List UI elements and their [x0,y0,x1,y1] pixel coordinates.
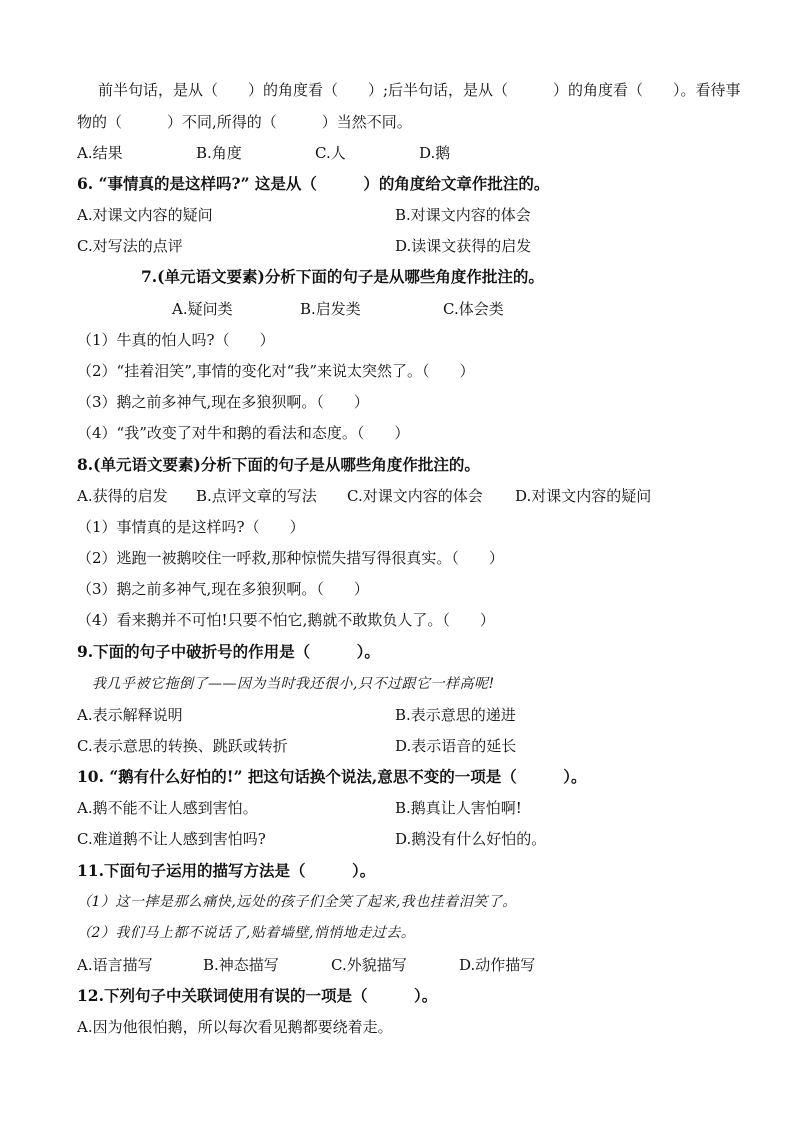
option-a: A.语言描写 [77,956,153,974]
passage-text: 前半句话，是从（ ）的角度看（ ）;后半句话，是从（ ）的角度看（ ）。看待事 [98,81,741,99]
option-d: D.鹅 [419,144,451,162]
option-a: A.因为他很怕鹅，所以每次看见鹅都要绕着走。 [77,1018,393,1036]
question-stem: 6. “事情真的是这样吗?” 这是从（ ）的角度给文章作批注的。 [77,174,550,193]
option-a: A.鹅不能不让人感到害怕。 [77,799,258,817]
sub-item-text: （1）事情真的是这样吗?（ ） [77,518,305,536]
sub-item-text: （1）牛真的怕人吗?（ ） [77,331,275,349]
sub-item-text: （2）“挂着泪笑”,事情的变化对“我”来说太突然了。（ ） [77,362,475,380]
option-d: D.鹅没有什么好怕的。 [395,830,547,848]
passage-text: 物的（ ）不同,所得的（ ）当然不同。 [77,113,412,131]
option-d: D.读课文获得的启发 [395,237,532,255]
option-c: C.体会类 [443,300,504,318]
option-d: D.对课文内容的疑问 [515,487,652,505]
option-c: C.对写法的点评 [77,237,183,255]
question-stem: 12.下列句子中关联词使用有误的一项是（ ）。 [77,986,438,1005]
sub-item-text: （1）这一摔是那么痛快,远处的孩子们全笑了起来,我也挂着泪笑了。 [77,894,517,910]
sub-item-text: （2）逃跑一被鹅咬住一呼救,那种惊慌失措写得很真实。（ ） [77,549,504,567]
option-c: C.人 [315,144,346,162]
question-stem: 7.(单元语文要素)分析下面的句子是从哪些角度作批注的。 [141,267,544,286]
option-b: B.启发类 [300,300,361,318]
option-c: C.外貌描写 [331,956,407,974]
option-b: B.鹅真让人害怕啊! [395,799,522,817]
sub-item-text: （4）看来鹅并不可怕!只要不怕它,鹅就不敢欺负人了。（ ） [77,611,495,629]
option-a: A.疑问类 [172,300,233,318]
option-b: B.神态描写 [203,956,279,974]
option-b: B.角度 [196,144,242,162]
option-a: A.对课文内容的疑问 [77,206,213,224]
sentence-text: 我几乎被它拖倒了——因为当时我还很小,只不过跟它一样高呢! [92,676,495,692]
sub-item-text: （3）鹅之前多神气,现在多狼狈啊。（ ） [77,393,369,411]
question-stem: 11.下面句子运用的描写方法是（ ）。 [77,861,376,880]
question-stem: 8.(单元语文要素)分析下面的句子是从哪些角度作批注的。 [77,455,480,474]
question-stem: 10. “鹅有什么好怕的!” 把这句话换个说法,意思不变的一项是（ ）。 [77,767,587,786]
option-c: C.对课文内容的体会 [347,487,483,505]
option-c: C.表示意思的转换、跳跃或转折 [77,737,288,755]
question-stem: 9.下面的句子中破折号的作用是（ ）。 [77,642,380,661]
option-c: C.难道鹅不让人感到害怕吗? [77,830,266,848]
option-a: A.表示解释说明 [77,706,183,724]
option-d: D.动作描写 [459,956,536,974]
sub-item-text: （3）鹅之前多神气,现在多狼狈啊。（ ） [77,580,369,598]
option-a: A.结果 [77,144,123,162]
option-d: D.表示语音的延长 [395,737,517,755]
option-b: B.点评文章的写法 [196,487,317,505]
option-b: B.表示意思的递进 [395,706,516,724]
option-b: B.对课文内容的体会 [395,206,531,224]
option-a: A.获得的启发 [77,487,168,505]
sub-item-text: （4）“我”改变了对牛和鹅的看法和态度。（ ） [77,424,410,442]
sub-item-text: （2）我们马上都不说话了,贴着墙壁,悄悄地走过去。 [77,925,416,941]
